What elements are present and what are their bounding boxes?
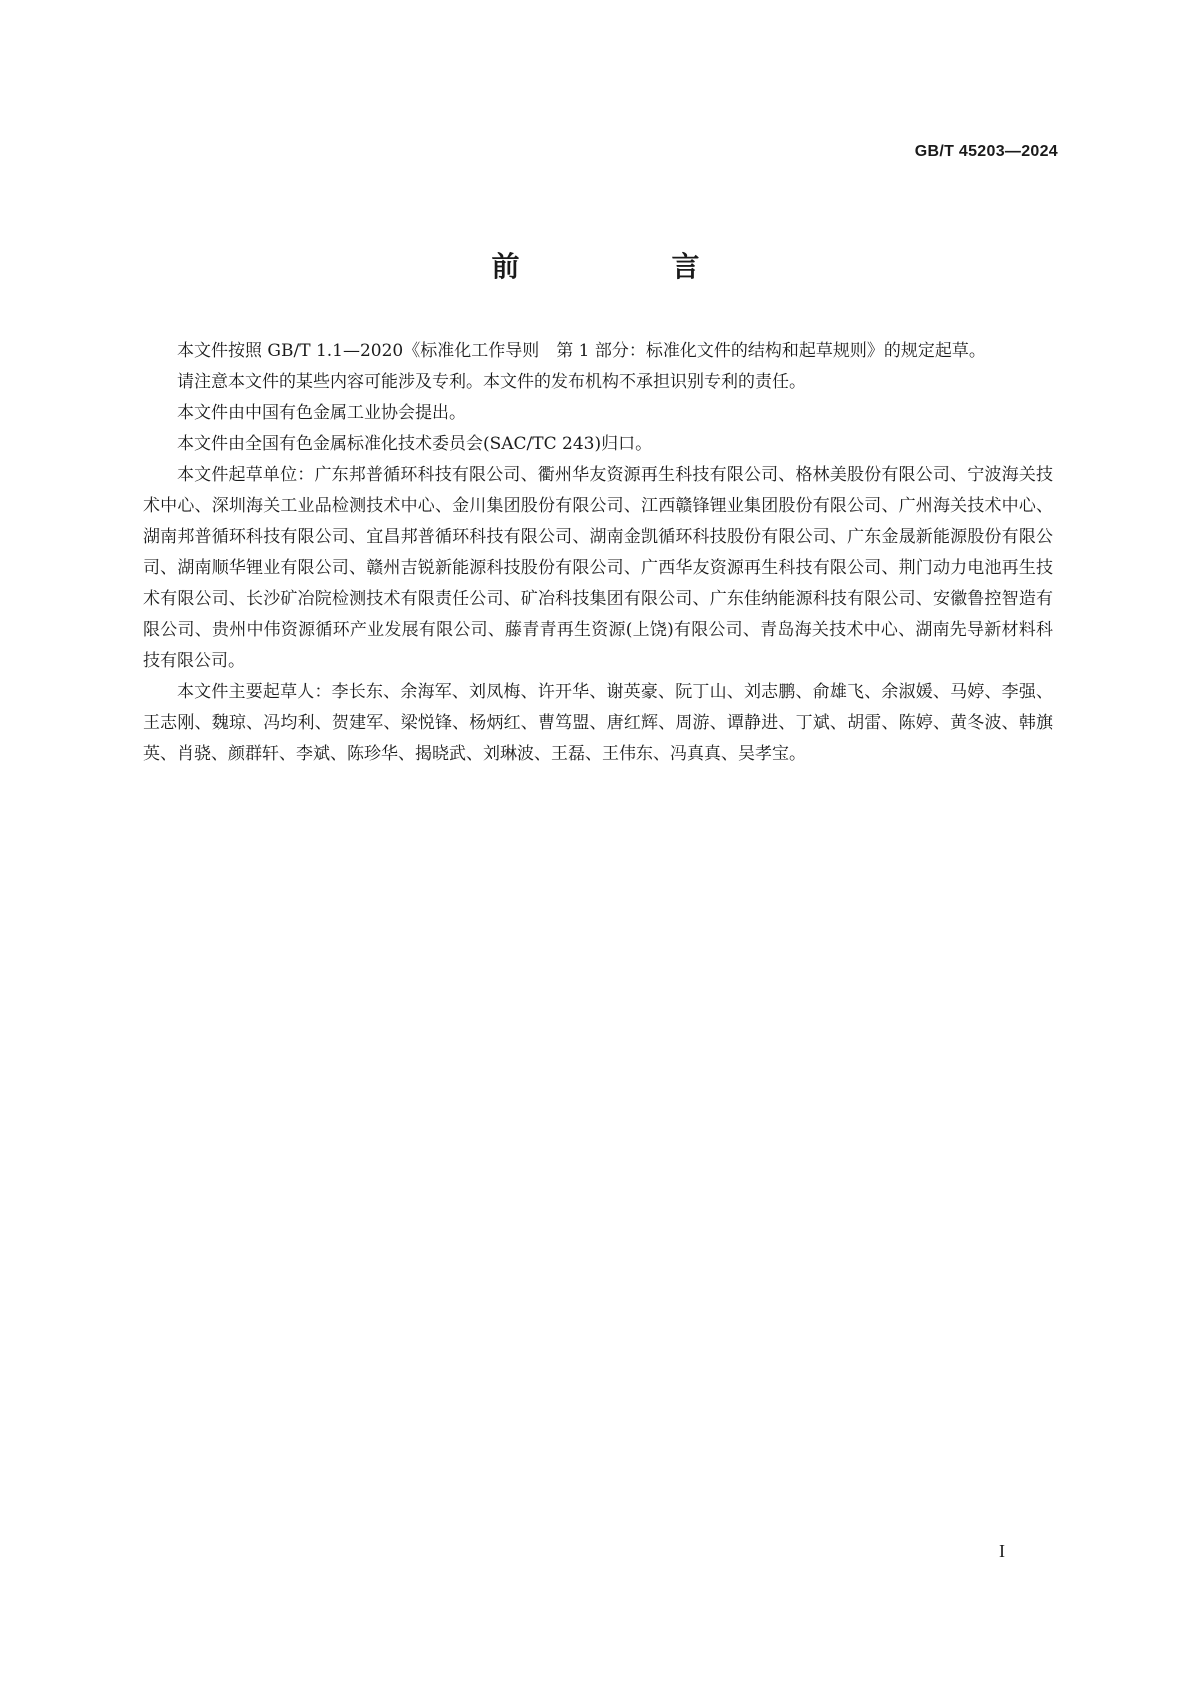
- standard-number: GB/T 45203—2024: [914, 143, 1058, 160]
- page-title: 前 言: [491, 250, 762, 283]
- paragraph-drafting-units: 本文件起草单位：广东邦普循环科技有限公司、衢州华友资源再生科技有限公司、格林美股份有限公司、宁波海关技术中心、深圳海关工业品检测技术中心、金川集团股份有限公司、江西赣锋锂业集团股份有限公司、广州海关技术中心、湖南邦普循环科技有限公司、宜昌邦普循环科技有限公司、湖南金凯循环科技股份有限公司、广东金晟新能源股份有限公司、湖南顺华锂业有限公司、赣州吉锐新能源科技股份有限公司、广西华友资源再生科技有限公司、荆门动力电池再生技术有限公司、长沙矿冶院检测技术有限责任公司、矿冶科技集团有限公司、广东佳纳能源科技有限公司、安徽鲁控智造有限公司、贵州中伟资源循环产业发展有限公司、藤青青再生资源(上饶)有限公司、青岛海关技术中心、湖南先导新材料科技有限公司。: [143, 465, 1053, 671]
- paragraph-committee: 本文件由全国有色金属标准化技术委员会(SAC/TC 243)归口。: [177, 434, 653, 454]
- paragraph-patent-notice: 请注意本文件的某些内容可能涉及专利。本文件的发布机构不承担识别专利的责任。: [177, 372, 806, 392]
- page-number: I: [999, 1541, 1005, 1561]
- paragraph-drafting-rules: 本文件按照 GB/T 1.1—2020《标准化工作导则 第 1 部分：标准化文件的结构和起草规则》的规定起草。: [177, 341, 986, 361]
- paragraph-proposer: 本文件由中国有色金属工业协会提出。: [177, 403, 466, 423]
- foreword-body: [143, 336, 1053, 770]
- paragraph-drafters: 本文件主要起草人：李长东、余海军、刘凤梅、许开华、谢英豪、阮丁山、刘志鹏、俞雄飞、余淑媛、马婷、李强、王志刚、魏琼、冯均利、贺建军、梁悦锋、杨炳红、曹笃盟、唐红辉、周游、谭静进、丁斌、胡雷、陈婷、黄冬波、韩旗英、肖骁、颜群轩、李斌、陈珍华、揭晓武、刘琳波、王磊、王伟东、冯真真、吴孝宝。: [143, 682, 1053, 764]
